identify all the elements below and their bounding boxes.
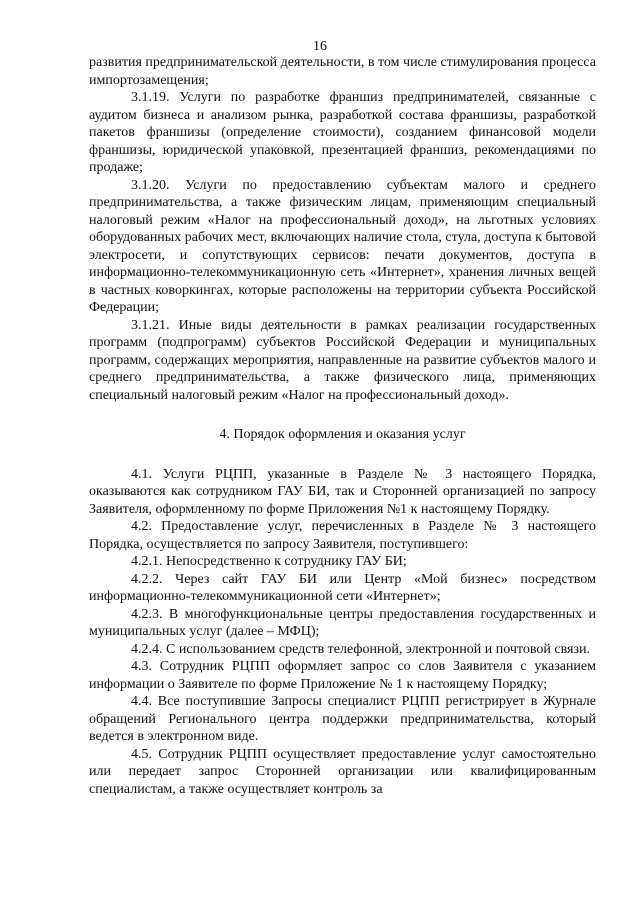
paragraph-4-5: 4.5. Сотрудник РЦПП осуществляет предоставление услуг самостоятельно или передает запрос Сторонней организации или квалифицированным специалистам, а также осуществляет контроль за <box>89 746 596 797</box>
paragraph-4-2-4: 4.2.4. С использованием средств телефонной, электронной и почтовой связи. <box>131 641 590 657</box>
paragraph-3-1-21: 3.1.21. Иные виды деятельности в рамках реализации государственных программ (подпрограмм) субъектов Российской Федерации и муниципальных программ, содержащих мероприятия, направленные на развитие субъектов малого и среднего предпринимательства, а также физического лица, применяющих специальный налоговый режим «Налог на профессиональный доход». <box>89 317 596 403</box>
section-heading: 4. Порядок оформления и оказания услуг <box>219 427 466 442</box>
paragraph-4-2: 4.2. Предоставление услуг, перечисленных в Разделе № 3 настоящего Порядка, осуществляется по запросу Заявителя, поступившего: <box>89 519 596 552</box>
paragraph-4-3: 4.3. Сотрудник РЦПП оформляет запрос со слов Заявителя с указанием информации о Заявителе по форме Приложение № 1 к настоящему Порядку; <box>89 659 596 692</box>
document-body <box>89 54 596 798</box>
page-number: 16 <box>313 39 327 54</box>
paragraph-4-2-3: 4.2.3. В многофункциональные центры предоставления государственных и муниципальных услуг (далее – МФЦ); <box>89 606 596 639</box>
paragraph-4-2-2: 4.2.2. Через сайт ГАУ БИ или Центр «Мой бизнес» посредством информационно-телекоммуникационной сети «Интернет»; <box>89 571 596 604</box>
paragraph-continuation: развития предпринимательской деятельности, в том числе стимулирования процесса импортозамещения; <box>89 55 596 88</box>
paragraph-4-1: 4.1. Услуги РЦПП, указанные в Разделе № 3 настоящего Порядка, оказываются как сотрудником ГАУ БИ, так и Сторонней организацией по запросу Заявителя, оформленному по форме Приложения №1 к настоящему Порядку. <box>89 466 596 517</box>
paragraph-4-4: 4.4. Все поступившие Запросы специалист РЦПП регистрирует в Журнале обращений Регионального центра поддержки предпринимательства, который ведется в электронном виде. <box>89 694 596 744</box>
paragraph-4-2-1: 4.2.1. Непосредственно к сотруднику ГАУ БИ; <box>131 554 407 569</box>
paragraph-3-1-19: 3.1.19. Услуги по разработке франшиз предпринимателей, связанные с аудитом бизнеса и анализом рынка, разработкой состава франшизы, разработкой пакетов франшизы (определение стоимости), созданием финансовой модели франшизы, юридической упаковкой, презентацией франшиз, рекомендациями по продаже; <box>89 90 596 175</box>
paragraph-3-1-20: 3.1.20. Услуги по предоставлению субъектам малого и среднего предпринимательства, а также физическим лицам, применяющим специальный налоговый режим «Налог на профессиональный доход», на льготных условиях оборудованных рабочих мест, включающих наличие стола, стула, доступа к бытовой электросети, и сопутствующих сервисов: печати документов, доступа в информационно-телекоммуникационную сеть «Интернет», хранения личных вещей в частных коворкингах, которые расположены на территории субъекта Российской Федерации; <box>89 177 596 315</box>
